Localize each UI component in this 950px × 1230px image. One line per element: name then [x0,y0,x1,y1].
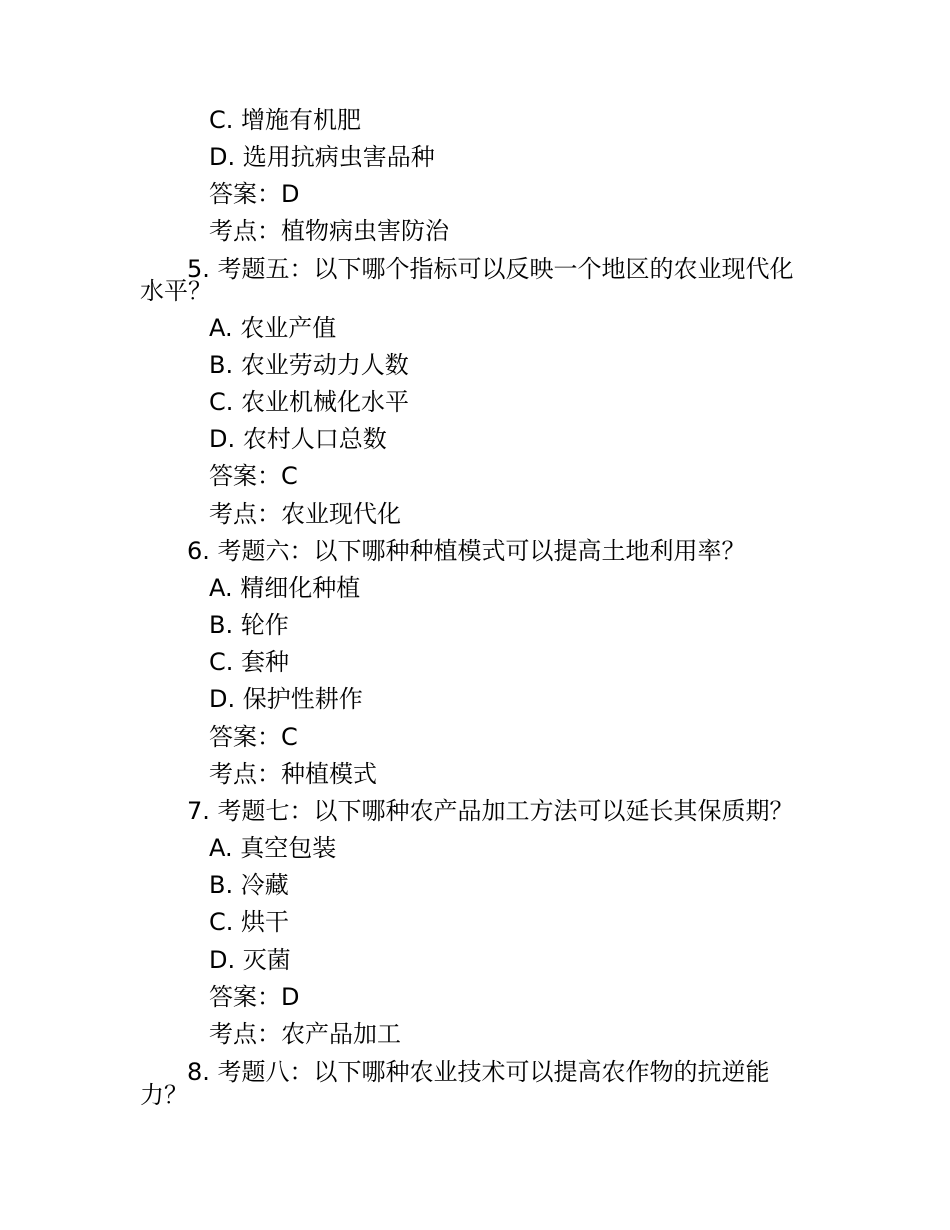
question-7-line: 7. 考题七：以下哪种农产品加工方法可以延长其保质期？ [187,797,794,825]
option-c-line: C. 套种 [209,648,290,676]
option-b-line: B. 农业劳动力人数 [209,351,409,379]
question-8-line: 8. 考题八：以下哪种农业技术可以提高农作物的抗逆能 [187,1058,770,1086]
question-6-line: 6. 考题六：以下哪种种植模式可以提高土地利用率？ [187,537,746,565]
topic-line: 考点：农业现代化 [209,500,401,528]
option-a-line: A. 真空包装 [209,834,337,862]
question-8-continuation: 力？ [140,1081,188,1109]
question-5-continuation: 水平？ [140,277,212,305]
option-d-line: D. 灭菌 [209,946,291,974]
option-c-line: C. 增施有机肥 [209,106,362,134]
topic-line: 考点：植物病虫害防治 [209,217,449,245]
option-a-line: A. 农业产值 [209,314,337,342]
topic-line: 考点：种植模式 [209,760,377,788]
option-c-line: C. 烘干 [209,908,290,936]
question-5-line: 5. 考题五：以下哪个指标可以反映一个地区的农业现代化 [187,255,794,283]
option-c-line: C. 农业机械化水平 [209,388,410,416]
answer-line: 答案：C [209,723,298,751]
option-d-line: D. 选用抗病虫害品种 [209,143,435,171]
topic-line: 考点：农产品加工 [209,1020,401,1048]
answer-line: 答案：D [209,983,300,1011]
option-a-line: A. 精细化种植 [209,574,361,602]
answer-line: 答案：C [209,462,298,490]
option-b-line: B. 轮作 [209,611,289,639]
option-d-line: D. 保护性耕作 [209,685,363,713]
option-d-line: D. 农村人口总数 [209,425,387,453]
answer-line: 答案：D [209,180,300,208]
option-b-line: B. 冷藏 [209,871,289,899]
